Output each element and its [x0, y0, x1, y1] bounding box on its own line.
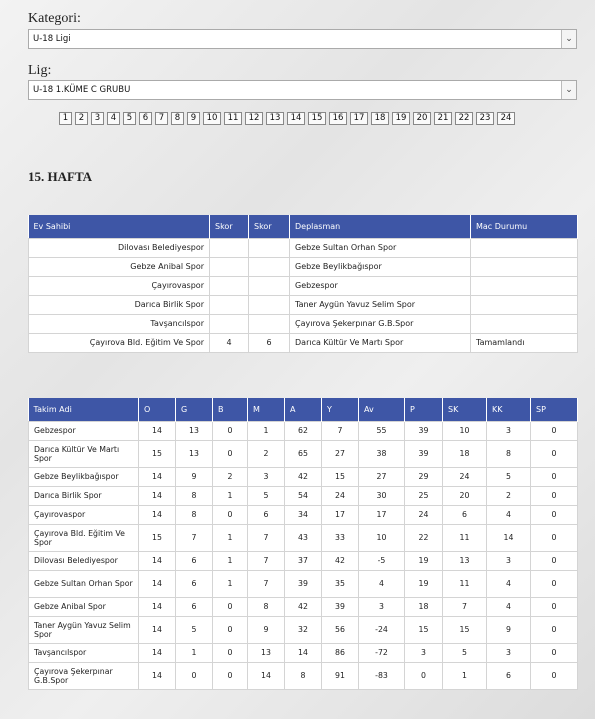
team-name: Darıca Birlik Spor — [29, 486, 139, 505]
home-score — [210, 276, 249, 295]
team-name: Gebzespor — [29, 421, 139, 440]
stat-cell: 42 — [322, 551, 359, 570]
stat-cell: 1 — [213, 570, 248, 597]
stat-cell: 15 — [443, 616, 487, 643]
stat-cell: 1 — [213, 486, 248, 505]
standings-header: Av — [359, 398, 405, 421]
stat-cell: 2 — [487, 486, 531, 505]
stat-cell: 0 — [213, 505, 248, 524]
home-team: Çayırova Bld. Eğitim Ve Spor — [29, 333, 210, 352]
fixture-row — [29, 295, 578, 314]
away-score — [249, 257, 290, 276]
stat-cell: 62 — [285, 421, 322, 440]
stat-cell: 15 — [139, 524, 176, 551]
fixture-row — [29, 333, 578, 352]
stat-cell: 5 — [487, 467, 531, 486]
stat-cell: 5 — [176, 616, 213, 643]
stat-cell: 8 — [176, 505, 213, 524]
stat-cell: 4 — [359, 570, 405, 597]
stat-cell: 86 — [322, 643, 359, 662]
stat-cell: 14 — [487, 524, 531, 551]
team-name: Darıca Kültür Ve Martı Spor — [29, 440, 139, 467]
team-name: Çayırova Bld. Eğitim Ve Spor — [29, 524, 139, 551]
stat-cell: 3 — [405, 643, 443, 662]
stat-cell: 0 — [531, 467, 578, 486]
stat-cell: 8 — [487, 440, 531, 467]
week-button-19[interactable]: 19 — [392, 112, 410, 125]
standings-row — [29, 467, 578, 486]
away-team: Darıca Kültür Ve Martı Spor — [290, 333, 471, 352]
stat-cell: 39 — [322, 597, 359, 616]
week-button-23[interactable]: 23 — [476, 112, 494, 125]
home-team: Darıca Birlik Spor — [29, 295, 210, 314]
match-status — [471, 295, 578, 314]
stat-cell: 27 — [359, 467, 405, 486]
week-button-21[interactable]: 21 — [434, 112, 452, 125]
stat-cell: 17 — [359, 505, 405, 524]
home-score: 4 — [210, 333, 249, 352]
standings-header: KK — [487, 398, 531, 421]
stat-cell: 32 — [285, 616, 322, 643]
week-button-20[interactable]: 20 — [413, 112, 431, 125]
week-pager — [59, 112, 518, 126]
stat-cell: -72 — [359, 643, 405, 662]
team-name: Tavşancılspor — [29, 643, 139, 662]
stat-cell: 8 — [285, 662, 322, 689]
standings-header: G — [176, 398, 213, 421]
stat-cell: 91 — [322, 662, 359, 689]
stat-cell: 0 — [213, 421, 248, 440]
away-score — [249, 276, 290, 295]
stat-cell: 14 — [139, 570, 176, 597]
home-team: Dilovası Belediyespor — [29, 238, 210, 257]
team-name: Gebze Sultan Orhan Spor — [29, 570, 139, 597]
away-team: Taner Aygün Yavuz Selim Spor — [290, 295, 471, 314]
stat-cell: 2 — [213, 467, 248, 486]
stat-cell: 42 — [285, 597, 322, 616]
match-status — [471, 257, 578, 276]
stat-cell: 43 — [285, 524, 322, 551]
stat-cell: 39 — [405, 440, 443, 467]
home-score — [210, 257, 249, 276]
match-status — [471, 276, 578, 295]
stat-cell: 1 — [213, 524, 248, 551]
stat-cell: 54 — [285, 486, 322, 505]
stat-cell: 37 — [285, 551, 322, 570]
away-score — [249, 314, 290, 333]
stat-cell: 0 — [531, 597, 578, 616]
stat-cell: 0 — [213, 597, 248, 616]
stat-cell: 56 — [322, 616, 359, 643]
standings-header: Y — [322, 398, 359, 421]
stat-cell: 0 — [531, 643, 578, 662]
standings-row — [29, 643, 578, 662]
stat-cell: 17 — [322, 505, 359, 524]
stat-cell: 6 — [443, 505, 487, 524]
stat-cell: 4 — [487, 505, 531, 524]
stat-cell: 14 — [139, 421, 176, 440]
stat-cell: 39 — [285, 570, 322, 597]
stat-cell: 18 — [405, 597, 443, 616]
stat-cell: 34 — [285, 505, 322, 524]
standings-row — [29, 616, 578, 643]
match-status — [471, 238, 578, 257]
standings-header: SK — [443, 398, 487, 421]
stat-cell: 5 — [443, 643, 487, 662]
league-select[interactable] — [28, 80, 577, 100]
stat-cell: 0 — [531, 505, 578, 524]
stat-cell: 1 — [443, 662, 487, 689]
away-score: 6 — [249, 333, 290, 352]
stat-cell: 0 — [213, 643, 248, 662]
team-name: Gebze Anibal Spor — [29, 597, 139, 616]
week-button-24[interactable]: 24 — [497, 112, 515, 125]
stat-cell: 13 — [176, 421, 213, 440]
fixtures-header: Mac Durumu — [471, 215, 578, 238]
stat-cell: 19 — [405, 570, 443, 597]
standings-header: P — [405, 398, 443, 421]
stat-cell: 15 — [139, 440, 176, 467]
stat-cell: 14 — [139, 597, 176, 616]
chevron-down-icon[interactable]: ⌄ — [561, 81, 576, 99]
stat-cell: 9 — [248, 616, 285, 643]
stat-cell: 65 — [285, 440, 322, 467]
home-score — [210, 314, 249, 333]
standings-row — [29, 597, 578, 616]
team-name: Çayırovaspor — [29, 505, 139, 524]
week-button-12[interactable]: 12 — [245, 112, 263, 125]
away-team: Gebze Beylikbağıspor — [290, 257, 471, 276]
week-button-5[interactable]: 5 — [123, 112, 136, 125]
fixtures-header: Skor — [210, 215, 249, 238]
standings-row — [29, 440, 578, 467]
stat-cell: 7 — [176, 524, 213, 551]
match-status: Tamamlandı — [471, 333, 578, 352]
stat-cell: 24 — [443, 467, 487, 486]
stat-cell: 0 — [531, 551, 578, 570]
stat-cell: 0 — [531, 616, 578, 643]
week-button-15[interactable]: 15 — [308, 112, 326, 125]
fixtures-header: Deplasman — [290, 215, 471, 238]
stat-cell: 0 — [531, 662, 578, 689]
stat-cell: 13 — [248, 643, 285, 662]
fixture-row — [29, 314, 578, 333]
stat-cell: 13 — [443, 551, 487, 570]
standings-row — [29, 570, 578, 597]
stat-cell: 14 — [285, 643, 322, 662]
week-button-8[interactable]: 8 — [171, 112, 184, 125]
stat-cell: 14 — [139, 467, 176, 486]
away-team: Gebzespor — [290, 276, 471, 295]
standings-header: Takim Adi — [29, 398, 139, 421]
team-name: Taner Aygün Yavuz Selim Spor — [29, 616, 139, 643]
standings-header: M — [248, 398, 285, 421]
stat-cell: 14 — [248, 662, 285, 689]
stat-cell: 5 — [248, 486, 285, 505]
stat-cell: 14 — [139, 551, 176, 570]
fixtures-header: Skor — [249, 215, 290, 238]
week-button-2[interactable]: 2 — [75, 112, 88, 125]
stat-cell: 4 — [487, 570, 531, 597]
stat-cell: 6 — [487, 662, 531, 689]
stat-cell: 7 — [322, 421, 359, 440]
week-button-4[interactable]: 4 — [107, 112, 120, 125]
week-button-11[interactable]: 11 — [224, 112, 242, 125]
stat-cell: -5 — [359, 551, 405, 570]
fixture-row — [29, 238, 578, 257]
stat-cell: 6 — [248, 505, 285, 524]
stat-cell: 7 — [443, 597, 487, 616]
stat-cell: 24 — [405, 505, 443, 524]
team-name: Çayırova Şekerpınar G.B.Spor — [29, 662, 139, 689]
standings-row — [29, 421, 578, 440]
stat-cell: 0 — [531, 421, 578, 440]
week-button-22[interactable]: 22 — [455, 112, 473, 125]
fixture-row — [29, 257, 578, 276]
stat-cell: 11 — [443, 524, 487, 551]
league-label: Lig: — [28, 63, 52, 78]
standings-row — [29, 662, 578, 689]
stat-cell: 8 — [176, 486, 213, 505]
stat-cell: 14 — [139, 505, 176, 524]
stat-cell: 14 — [139, 643, 176, 662]
stat-cell: 39 — [405, 421, 443, 440]
week-button-16[interactable]: 16 — [329, 112, 347, 125]
standings-header: A — [285, 398, 322, 421]
week-button-3[interactable]: 3 — [91, 112, 104, 125]
stat-cell: 6 — [176, 570, 213, 597]
category-label: Kategori: — [28, 11, 81, 26]
stat-cell: 3 — [487, 551, 531, 570]
stat-cell: 0 — [213, 440, 248, 467]
standings-table — [28, 398, 578, 690]
stat-cell: 10 — [443, 421, 487, 440]
stat-cell: 18 — [443, 440, 487, 467]
away-team: Çayırova Şekerpınar G.B.Spor — [290, 314, 471, 333]
away-score — [249, 295, 290, 314]
team-name: Dilovası Belediyespor — [29, 551, 139, 570]
stat-cell: 10 — [359, 524, 405, 551]
stat-cell: 3 — [248, 467, 285, 486]
chevron-down-icon[interactable]: ⌄ — [561, 30, 576, 48]
stat-cell: 29 — [405, 467, 443, 486]
week-button-18[interactable]: 18 — [371, 112, 389, 125]
team-name: Gebze Beylikbağıspor — [29, 467, 139, 486]
away-team: Gebze Sultan Orhan Spor — [290, 238, 471, 257]
week-button-7[interactable]: 7 — [155, 112, 168, 125]
stat-cell: 1 — [176, 643, 213, 662]
league-select-value: U-18 1.KÜME C GRUBU — [33, 85, 131, 95]
stat-cell: 6 — [176, 551, 213, 570]
stat-cell: 24 — [322, 486, 359, 505]
stat-cell: 0 — [213, 662, 248, 689]
standings-row — [29, 524, 578, 551]
stat-cell: 0 — [531, 570, 578, 597]
standings-header: B — [213, 398, 248, 421]
week-button-1[interactable]: 1 — [59, 112, 72, 125]
stat-cell: 0 — [531, 486, 578, 505]
stat-cell: 11 — [443, 570, 487, 597]
stat-cell: 25 — [405, 486, 443, 505]
stat-cell: 3 — [487, 421, 531, 440]
home-team: Gebze Anibal Spor — [29, 257, 210, 276]
stat-cell: 0 — [531, 440, 578, 467]
stat-cell: 14 — [139, 486, 176, 505]
stat-cell: 9 — [176, 467, 213, 486]
stat-cell: 38 — [359, 440, 405, 467]
match-status — [471, 314, 578, 333]
week-button-9[interactable]: 9 — [187, 112, 200, 125]
stat-cell: 6 — [176, 597, 213, 616]
stat-cell: -83 — [359, 662, 405, 689]
week-button-14[interactable]: 14 — [287, 112, 305, 125]
stat-cell: 1 — [248, 421, 285, 440]
stat-cell: 14 — [139, 662, 176, 689]
stat-cell: 2 — [248, 440, 285, 467]
standings-header: SP — [531, 398, 578, 421]
week-button-13[interactable]: 13 — [266, 112, 284, 125]
stat-cell: -24 — [359, 616, 405, 643]
stat-cell: 0 — [213, 616, 248, 643]
stat-cell: 15 — [405, 616, 443, 643]
stat-cell: 35 — [322, 570, 359, 597]
stat-cell: 3 — [359, 597, 405, 616]
standings-header: O — [139, 398, 176, 421]
home-team: Çayırovaspor — [29, 276, 210, 295]
stat-cell: 0 — [176, 662, 213, 689]
home-score — [210, 238, 249, 257]
standings-row — [29, 551, 578, 570]
stat-cell: 19 — [405, 551, 443, 570]
stat-cell: 13 — [176, 440, 213, 467]
stat-cell: 3 — [487, 643, 531, 662]
standings-row — [29, 486, 578, 505]
stat-cell: 55 — [359, 421, 405, 440]
week-button-10[interactable]: 10 — [203, 112, 221, 125]
week-button-6[interactable]: 6 — [139, 112, 152, 125]
stat-cell: 15 — [322, 467, 359, 486]
away-score — [249, 238, 290, 257]
fixtures-table — [28, 215, 578, 353]
stat-cell: 33 — [322, 524, 359, 551]
stat-cell: 30 — [359, 486, 405, 505]
stat-cell: 27 — [322, 440, 359, 467]
fixtures-header: Ev Sahibi — [29, 215, 210, 238]
stat-cell: 0 — [405, 662, 443, 689]
home-score — [210, 295, 249, 314]
category-select[interactable] — [28, 29, 577, 49]
stat-cell: 8 — [248, 597, 285, 616]
stat-cell: 0 — [531, 524, 578, 551]
stat-cell: 9 — [487, 616, 531, 643]
stat-cell: 7 — [248, 551, 285, 570]
fixture-row — [29, 276, 578, 295]
stat-cell: 4 — [487, 597, 531, 616]
standings-row — [29, 505, 578, 524]
stat-cell: 14 — [139, 616, 176, 643]
stat-cell: 22 — [405, 524, 443, 551]
stat-cell: 7 — [248, 524, 285, 551]
home-team: Tavşancılspor — [29, 314, 210, 333]
category-select-value: U-18 Ligi — [33, 34, 71, 44]
stat-cell: 1 — [213, 551, 248, 570]
week-title: 15. HAFTA — [28, 169, 93, 184]
stat-cell: 7 — [248, 570, 285, 597]
stat-cell: 20 — [443, 486, 487, 505]
stat-cell: 42 — [285, 467, 322, 486]
week-button-17[interactable]: 17 — [350, 112, 368, 125]
